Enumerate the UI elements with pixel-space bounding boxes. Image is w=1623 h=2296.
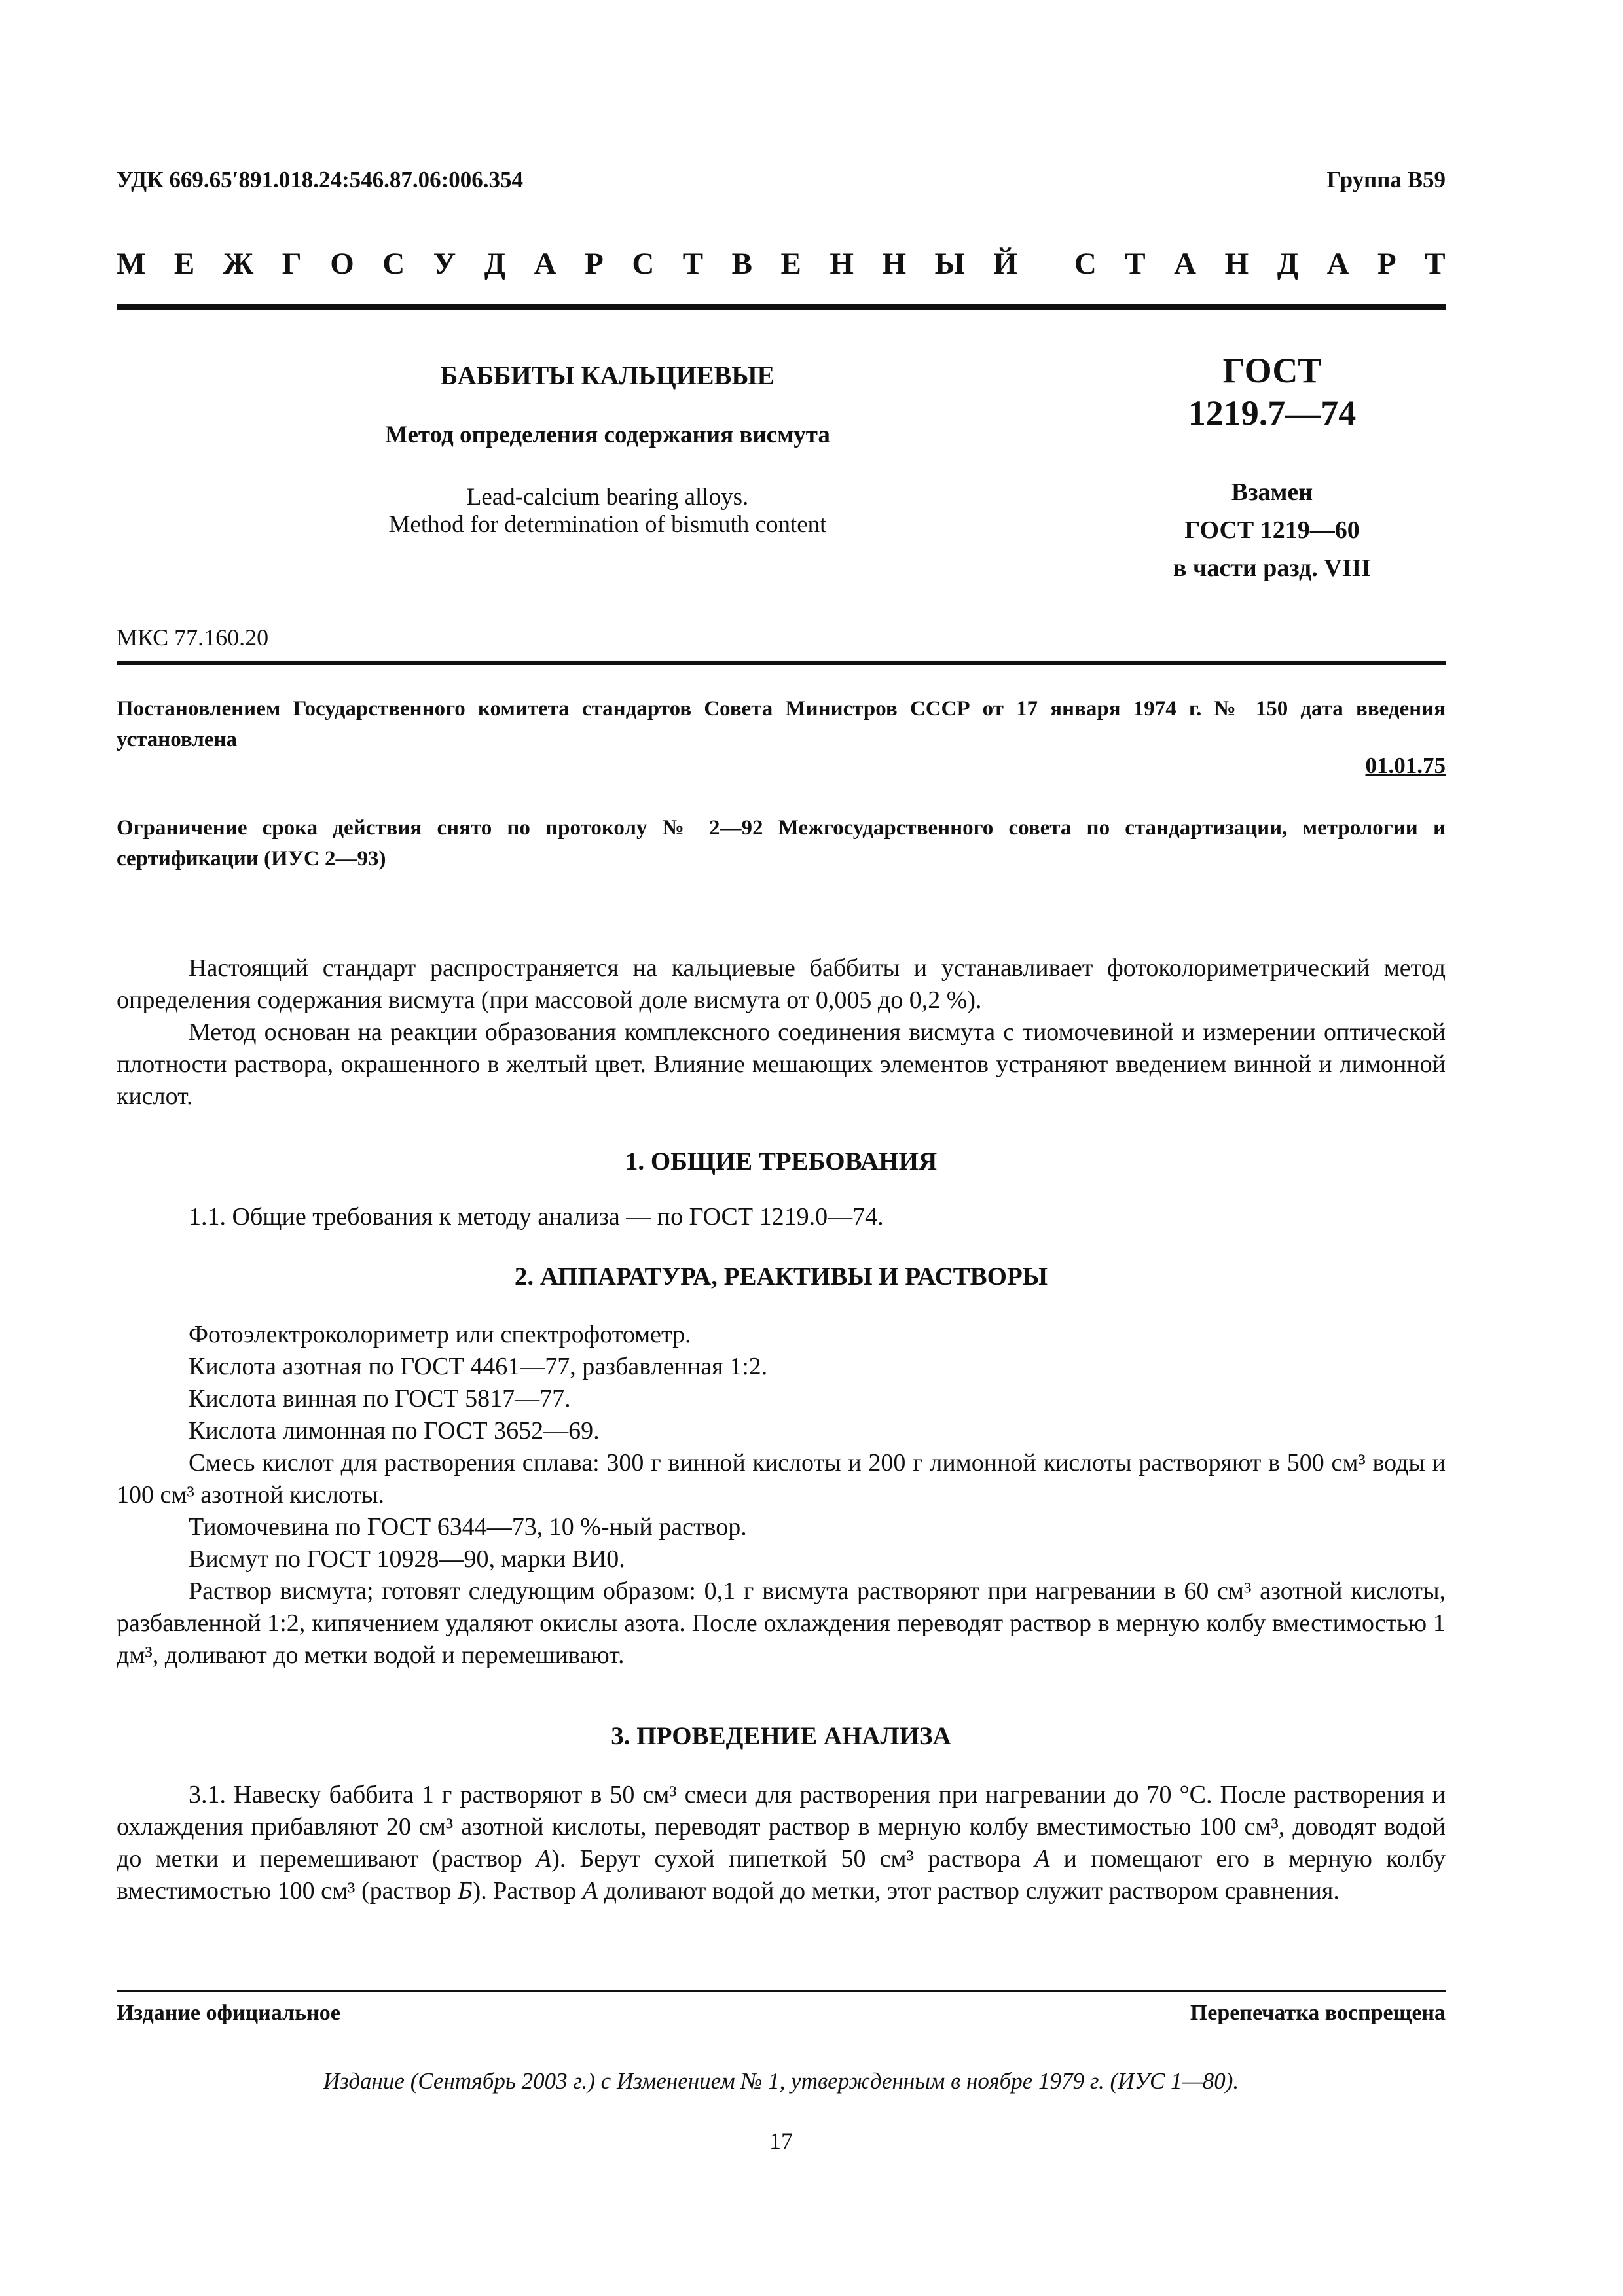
group-code: Группа В59	[1326, 167, 1446, 192]
acid-mix-text: Смесь кислот для растворения сплава: 300 г винной кислоты и 200 г лимонной кислоты растворяют в 500 см³ воды и 100 см³ азотной кислоты.	[117, 1449, 1446, 1509]
banner-letter: С	[632, 247, 655, 281]
section-1-text: 1.1. Общие требования к методу анализа — по ГОСТ 1219.0—74.	[189, 1203, 884, 1230]
banner-letter: Н	[882, 247, 907, 281]
banner-letter: С	[382, 247, 405, 281]
section-1-block	[117, 1201, 1446, 1233]
banner-letter: Н	[830, 247, 854, 281]
footer-official: Издание официальное	[117, 2001, 340, 2025]
banner-letter: Т	[682, 247, 704, 281]
standard-banner	[117, 246, 1446, 281]
footer-reprint: Перепечатка воспрещена	[1190, 2001, 1446, 2025]
banner-letter: Т	[1125, 247, 1146, 281]
banner-letter: Г	[282, 247, 302, 281]
udk-code: УДК 669.65′891.018.24:546.87.06:006.354	[117, 167, 524, 192]
section-2-title: 2. АППАРАТУРА, РЕАКТИВЫ И РАСТВОРЫ	[514, 1263, 1048, 1291]
banner-letter: Р	[1377, 247, 1396, 281]
equipment-item: Кислота азотная по ГОСТ 4461—77, разбавленная 1:2.	[189, 1353, 768, 1380]
banner-letter: С	[1074, 247, 1097, 281]
banner-letter: Ж	[223, 247, 254, 281]
solution-a-label: А	[1034, 1845, 1050, 1873]
mks-code: МКС 77.160.20	[117, 624, 269, 651]
section-3-title: 3. ПРОВЕДЕНИЕ АНАЛИЗА	[611, 1722, 951, 1750]
replaces-part: в части разд. VIII	[1173, 554, 1372, 582]
solution-b-label: Б	[458, 1877, 473, 1905]
equipment-item: Тиомочевина по ГОСТ 6344—73, 10 %-ный раствор.	[189, 1513, 747, 1541]
intro-paragraph-1: Настоящий стандарт распространяется на кальциевые баббиты и устанавливает фотоколориметрический метод определения содержания висмута (при массовой доле висмута от 0,005 до 0,2 %).	[117, 954, 1446, 1014]
section-1-title: 1. ОБЩИЕ ТРЕБОВАНИЯ	[625, 1147, 938, 1175]
bismuth-solution-text: Раствор висмута; готовят следующим образом: 0,1 г висмута растворяют при нагревании в 60 см³ азотной кислоты, разбавленной 1:2, кипячением удаляют окислы азота. После охлаждения переводят раствор в мерную колбу вместимостью 1 дм³, доливают до метки водой и перемешивают.	[117, 1577, 1446, 1669]
doc-title: БАББИТЫ КАЛЬЦИЕВЫЕ	[440, 361, 775, 390]
banner-letter: Т	[1425, 247, 1446, 281]
banner-letter: О	[330, 247, 354, 281]
gost-number: 1219.7—74	[1188, 393, 1357, 433]
banner-letter: Р	[585, 247, 604, 281]
doc-subtitle: Метод определения содержания висмута	[385, 422, 830, 448]
footer-rule	[117, 1990, 1446, 1992]
banner-letter: Д	[1277, 247, 1299, 281]
solution-a-label: А	[582, 1877, 598, 1905]
equipment-item: Кислота винная по ГОСТ 5817—77.	[189, 1385, 571, 1412]
limit-text: Ограничение срока действия снято по протоколу № 2—92 Межгосударственного совета по стандартизации, метрологии и сертификации (ИУС 2—93)	[117, 816, 1446, 870]
banner-letter: Д	[484, 247, 506, 281]
banner-letter: А	[534, 247, 556, 281]
banner-letter: Е	[173, 247, 195, 281]
document-page	[117, 0, 1446, 2296]
banner-letter: А	[1326, 247, 1349, 281]
intro-paragraph-2: Метод основан на реакции образования комплексного соединения висмута с тиомочевиной и измерении оптической плотности раствора, окрашенного в желтый цвет. Влияние мешающих элементов устраняют введением винной и лимонной кислот.	[117, 1018, 1446, 1110]
section-2-block	[117, 1319, 1446, 1672]
gost-label: ГОСТ	[1222, 351, 1322, 390]
replaces-gost: ГОСТ 1219—60	[1184, 516, 1360, 544]
mks-rule	[117, 661, 1446, 665]
replaces-label: Взамен	[1231, 478, 1313, 506]
page-number: 17	[769, 2128, 793, 2154]
edition-note: Издание (Сентябрь 2003 г.) с Изменением № 1, утвержденным в ноябре 1979 г. (ИУС 1—80).	[323, 2068, 1239, 2094]
banner-letter: Й	[993, 247, 1017, 281]
banner-letter: А	[1174, 247, 1197, 281]
banner-letter: Е	[780, 247, 801, 281]
section-3-paragraph: 3.1. Навеску баббита 1 г растворяют в 50 см³ смеси для растворения при нагревании до 70 °С. После растворения и охлаждения прибавляют 20 см³ азотной кислоты, переводят раствор в мерную колбу вместимостью 100 см³, доводят водой до метки и перемешивают (раствор А). Берут сухой пипеткой 50 см³ раствора А и помещают его в мерную колбу вместимостью 100 см³ (раствор Б). Раствор А доливают водой до метки, этот раствор служит раствором сравнения.	[117, 1781, 1446, 1905]
doc-title-en-1: Lead-calcium bearing alloys.	[466, 484, 749, 511]
effective-date: 01.01.75	[1365, 753, 1446, 778]
equipment-item: Висмут по ГОСТ 10928—90, марки ВИ0.	[189, 1545, 625, 1573]
section-3-block	[117, 1779, 1446, 1907]
intro-block	[117, 952, 1446, 1113]
equipment-item: Фотоэлектроколориметр или спектрофотометр.	[189, 1321, 691, 1348]
banner-letter: Ы	[934, 247, 965, 281]
doc-title-en-2: Method for determination of bismuth content	[388, 511, 827, 538]
top-rule	[117, 304, 1446, 310]
equipment-item: Кислота лимонная по ГОСТ 3652—69.	[189, 1417, 600, 1444]
banner-letter: В	[731, 247, 753, 281]
banner-letter: Н	[1224, 247, 1249, 281]
solution-a-label: А	[536, 1845, 552, 1873]
banner-letter: М	[117, 247, 146, 281]
banner-letter: У	[433, 247, 456, 281]
decree-text: Постановлением Государственного комитета стандартов Совета Министров СССР от 17 января 1974 г. № 150 дата введения установлена	[117, 697, 1446, 751]
